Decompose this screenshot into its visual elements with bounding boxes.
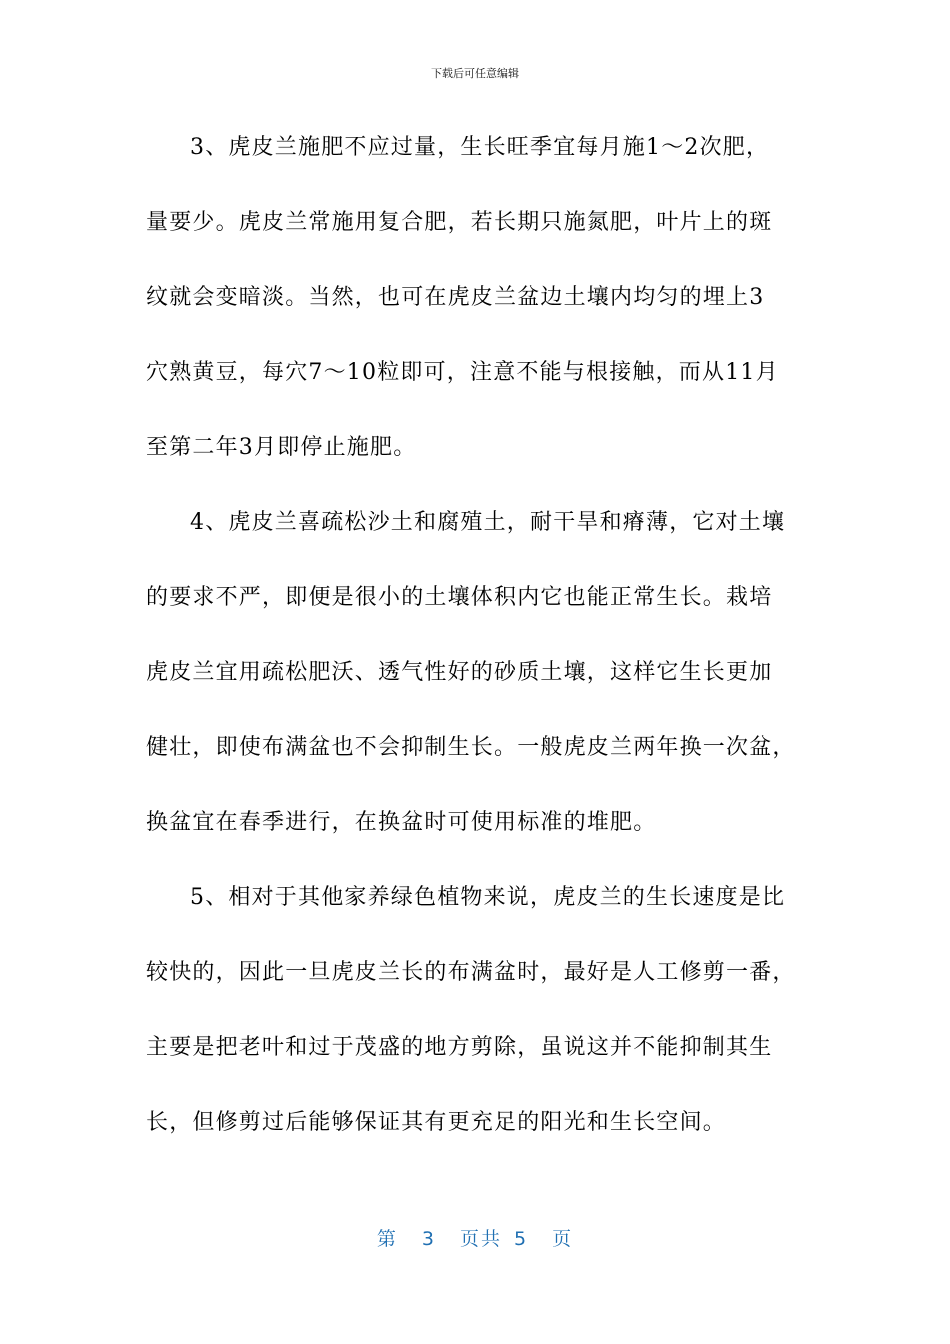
text-line: 的要求不严，即便是很小的土壤体积内它也能正常生长。栽培 [146,585,773,610]
text-line: 健壮，即使布满盆也不会抑制生长。一般虎皮兰两年换一次盆， [146,735,796,760]
header-note: 下载后可任意编辑 [431,67,519,80]
text-line: 穴熟黄豆，每穴7～10粒即可，注意不能与根接触，而从11月 [146,360,779,385]
footer-middle: 页共 [459,1228,502,1250]
page-number-footer [0,1226,950,1252]
text-line: 虎皮兰宜用疏松肥沃、透气性好的砂质土壤，这样它生长更加 [146,660,773,685]
footer-suffix: 页 [552,1228,574,1250]
text-line: 较快的，因此一旦虎皮兰长的布满盆时，最好是人工修剪一番， [146,960,796,985]
document-body [146,110,806,1160]
footer-total-pages: 5 [514,1228,529,1250]
paragraph-5 [146,860,806,1160]
text-line: 4、虎皮兰喜疏松沙土和腐殖土，耐干旱和瘠薄，它对土壤 [190,510,786,535]
text-line: 主要是把老叶和过于茂盛的地方剪除，虽说这并不能抑制其生 [146,1035,773,1060]
text-line: 纹就会变暗淡。当然，也可在虎皮兰盆边土壤内均匀的埋上3 [146,285,765,310]
footer-current-page: 3 [421,1228,436,1250]
paragraph-4 [146,485,806,860]
text-line: 量要少。虎皮兰常施用复合肥，若长期只施氮肥，叶片上的斑 [146,210,773,235]
text-line: 至第二年3月即停止施肥。 [146,435,417,460]
text-line: 长，但修剪过后能够保证其有更充足的阳光和生长空间。 [146,1110,727,1135]
text-line: 3、虎皮兰施肥不应过量，生长旺季宜每月施1～2次肥， [190,135,770,160]
paragraph-3 [146,110,806,485]
footer-prefix: 第 [376,1228,398,1250]
text-line: 换盆宜在春季进行，在换盆时可使用标准的堆肥。 [146,810,657,835]
text-line: 5、相对于其他家养绿色植物来说，虎皮兰的生长速度是比 [190,885,786,910]
